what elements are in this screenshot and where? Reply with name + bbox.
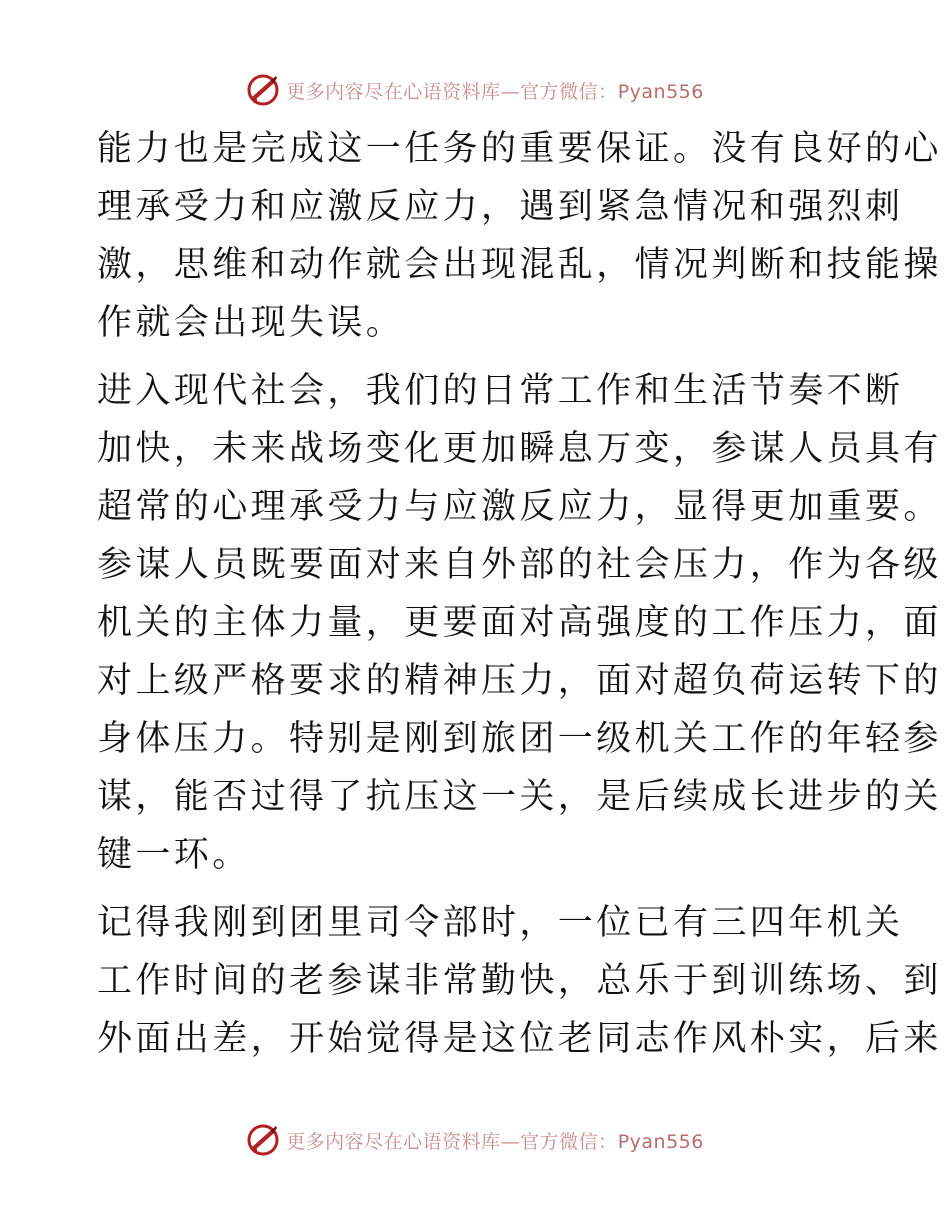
text-line: 理承受力和应激反应力，遇到紧急情况和强烈刺 (97, 187, 904, 227)
footer-banner-dash: — (500, 1130, 521, 1153)
footer-banner-text (286, 1127, 704, 1154)
header-banner-dash: — (500, 80, 521, 103)
brand-logo-icon (246, 73, 280, 107)
text-line: 能力也是完成这一任务的重要保证。没有良好的心 (97, 129, 942, 169)
text-line: 机关的主体力量，更要面对高强度的工作压力，面 (97, 603, 942, 643)
footer-banner (0, 1120, 950, 1160)
paragraph-3 (97, 894, 942, 1068)
text-line: 键一环。 (97, 835, 251, 875)
text-line: 激，思维和动作就会出现混乱，情况判断和技能操 (97, 245, 942, 285)
text-line: 谋，能否过得了抗压这一关，是后续成长进步的关 (97, 777, 942, 817)
header-banner (0, 70, 950, 110)
text-line: 工作时间的老参谋非常勤快，总乐于到训练场、到 (97, 961, 942, 1001)
text-line: 身体压力。特别是刚到旅团一级机关工作的年轻参 (97, 719, 942, 759)
paragraph-gap (97, 352, 853, 362)
footer-banner-wx-id: Pyan556 (617, 1130, 704, 1153)
text-line: 对上级严格要求的精神压力，面对超负荷运转下的 (97, 661, 942, 701)
header-banner-wx-id: Pyan556 (617, 80, 704, 103)
text-line: 参谋人员既要面对来自外部的社会压力，作为各级 (97, 545, 942, 585)
document-body (97, 120, 942, 1068)
header-banner-text (286, 77, 704, 104)
text-line: 作就会出现失误。 (97, 303, 405, 343)
text-line: 加快，未来战场变化更加瞬息万变，参谋人员具有 (97, 429, 942, 469)
text-line: 外面出差，开始觉得是这位老同志作风朴实，后来 (97, 1019, 942, 1059)
paragraph-gap (97, 884, 853, 894)
paragraph-1 (97, 120, 942, 352)
text-line: 记得我刚到团里司令部时，一位已有三四年机关 (97, 903, 904, 943)
footer-banner-wx-label: 官方微信： (520, 1130, 618, 1153)
header-banner-wx-label: 官方微信： (520, 80, 618, 103)
text-line: 进入现代社会，我们的日常工作和生活节奏不断 (97, 371, 904, 411)
brand-logo-icon (246, 1123, 280, 1157)
header-banner-main: 更多内容尽在心语资料库 (286, 80, 501, 103)
paragraph-2 (97, 362, 942, 884)
footer-banner-main: 更多内容尽在心语资料库 (286, 1130, 501, 1153)
text-line: 超常的心理承受力与应激反应力，显得更加重要。 (97, 487, 942, 527)
